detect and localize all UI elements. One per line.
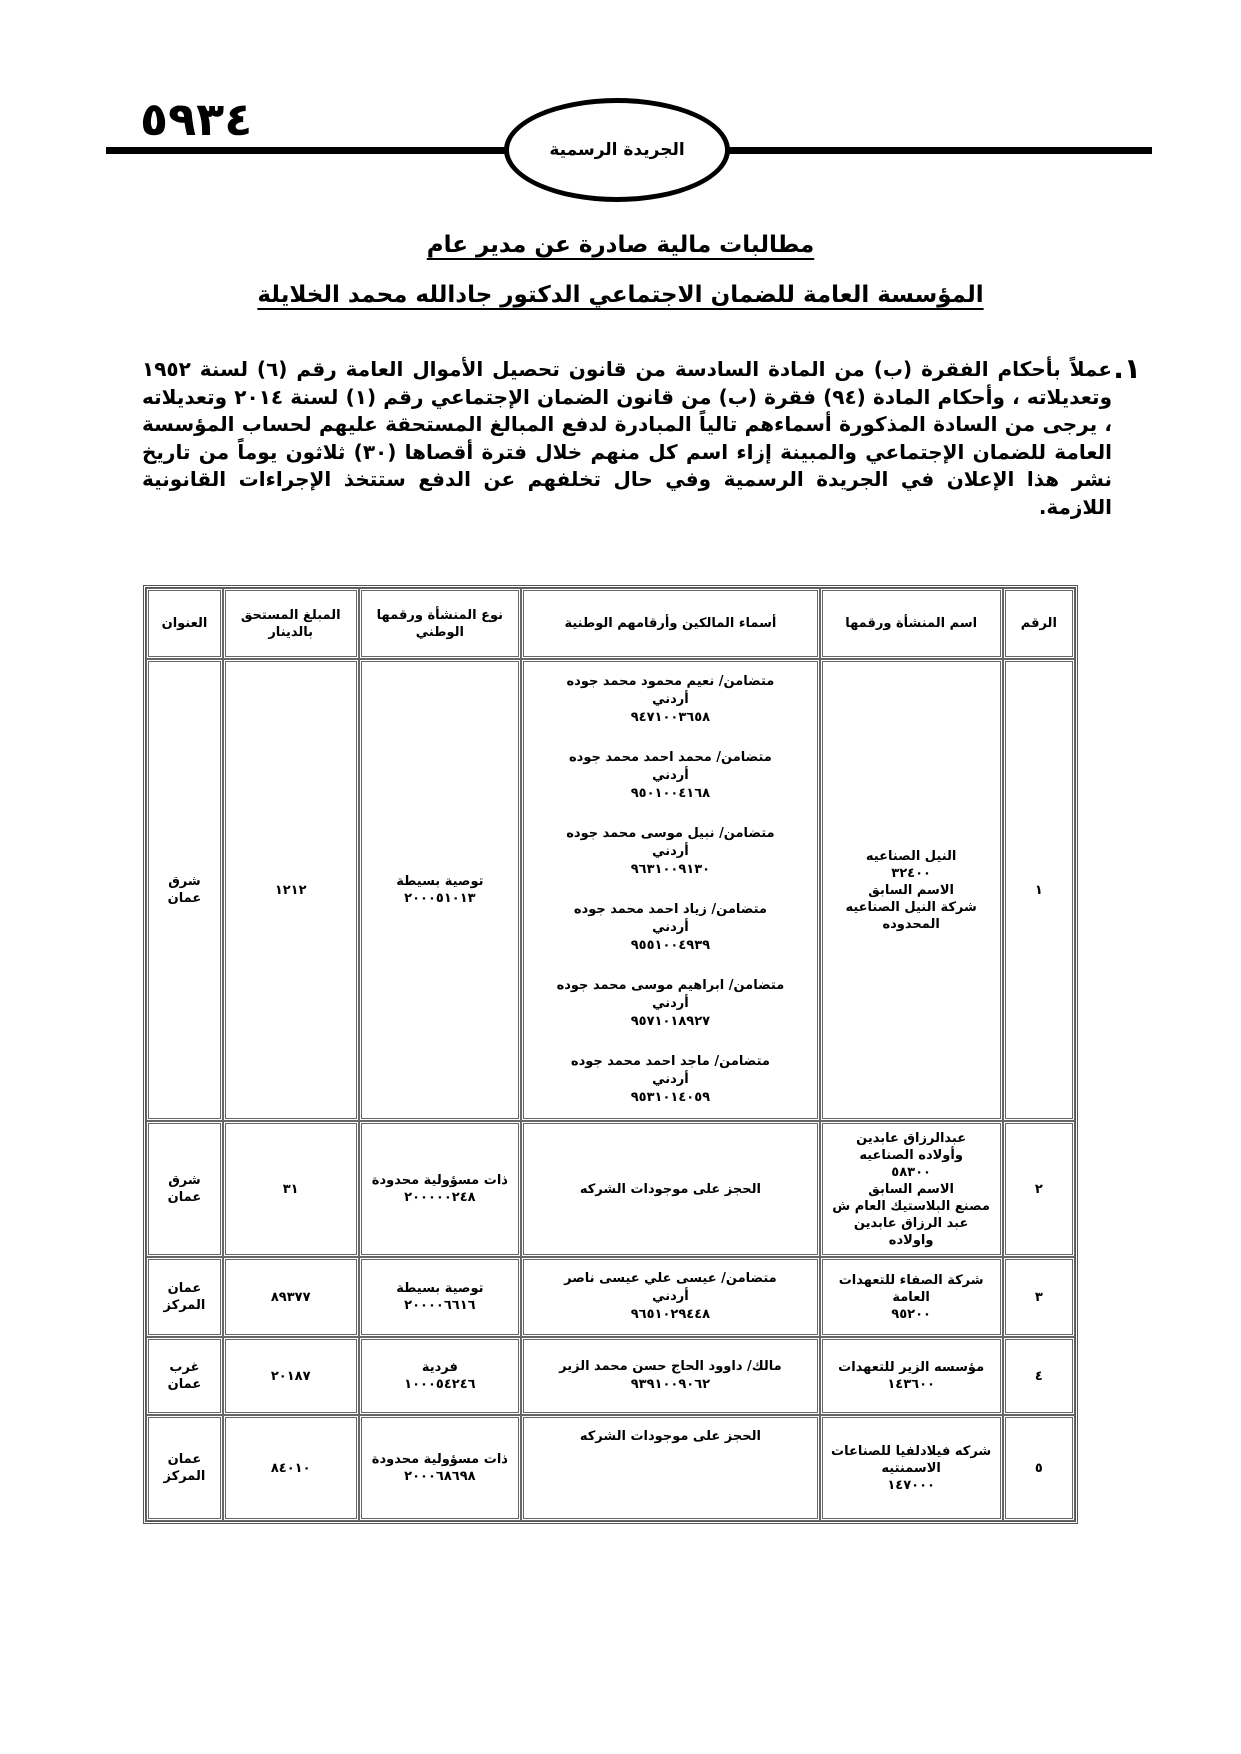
claims-table bbox=[143, 585, 1078, 1524]
header-amount: المبلغ المستحق بالدينار bbox=[223, 588, 359, 659]
cell-establishment-name bbox=[820, 1121, 1003, 1257]
owner-nationality: أردني bbox=[652, 996, 689, 1011]
cell-type bbox=[359, 1121, 522, 1257]
owner-name: متضامن/ ماجد احمد محمد جوده bbox=[570, 1054, 770, 1069]
table-row bbox=[146, 1337, 1075, 1415]
owner-nationality: أردني bbox=[652, 1072, 689, 1087]
owner-national-id: ٩٥٧١٠١٨٩٢٧ bbox=[630, 1014, 711, 1029]
owner-national-id: ٩٦٥١٠٢٩٤٤٨ bbox=[630, 1307, 711, 1322]
owner-name: متضامن/ عيسى علي عيسى ناصر bbox=[564, 1271, 777, 1286]
cell-address bbox=[146, 1257, 223, 1337]
owner-national-id: ٩٥٣١٠١٤٠٥٩ bbox=[630, 1090, 711, 1105]
owner-name: متضامن/ نعيم محمود محمد جوده bbox=[566, 674, 775, 689]
owner-entry bbox=[528, 1270, 812, 1324]
table-row bbox=[146, 1257, 1075, 1337]
owner-nationality: أردني bbox=[652, 692, 689, 707]
owner-name: متضامن/ نبيل موسى محمد جوده bbox=[566, 826, 775, 841]
establishment-line: الاسمنتيه bbox=[881, 1460, 941, 1476]
owner-entry bbox=[528, 673, 812, 727]
establishment-type: ذات مسؤولية محدودة bbox=[371, 1173, 508, 1188]
establishment-line: شركه فيلادلفيا للصناعات bbox=[831, 1443, 992, 1459]
cell-amount: ٢٠١٨٧ bbox=[223, 1337, 359, 1415]
owner-national-id: ٩٣٩١٠٠٩٠٦٢ bbox=[630, 1377, 711, 1392]
table-header-row bbox=[146, 588, 1075, 659]
cell-number: ٥ bbox=[1003, 1415, 1075, 1521]
owner-name: متضامن/ محمد احمد محمد جوده bbox=[568, 750, 772, 765]
establishment-line: وأولاده الصناعيه bbox=[859, 1147, 963, 1163]
cell-number: ٢ bbox=[1003, 1121, 1075, 1257]
establishment-line: عبد الرزاق عابدين bbox=[853, 1215, 969, 1231]
establishment-national-number: ٢٠٠٠٦٨٦٩٨ bbox=[404, 1469, 476, 1484]
establishment-national-number: ٢٠٠٠٠٦٦١٦ bbox=[404, 1298, 476, 1313]
cell-amount: ٨٩٣٧٧ bbox=[223, 1257, 359, 1337]
owner-entry bbox=[528, 1053, 812, 1107]
establishment-national-number: ٢٠٠٠٠٠٢٤٨ bbox=[404, 1190, 476, 1205]
establishment-line: مصنع البلاستيك العام ش bbox=[832, 1198, 990, 1214]
owners-note: الحجز على موجودات الشركه bbox=[579, 1181, 761, 1197]
cell-owners bbox=[521, 1415, 819, 1521]
cell-type bbox=[359, 1415, 522, 1521]
cell-amount: ٣١ bbox=[223, 1121, 359, 1257]
establishment-national-number: ٢٠٠٠٥١٠١٣ bbox=[404, 891, 476, 906]
establishment-line: عبدالرزاق عابدين bbox=[856, 1130, 967, 1146]
owner-entry bbox=[528, 977, 812, 1031]
address-line: المركز bbox=[163, 1298, 206, 1313]
establishment-line: ٩٥٢٠٠ bbox=[891, 1306, 931, 1322]
owner-nationality: أردني bbox=[652, 1289, 689, 1304]
header-owners: أسماء المالكين وأرقامهم الوطنية bbox=[521, 588, 819, 659]
establishment-line: العامة bbox=[892, 1289, 930, 1305]
cell-number: ١ bbox=[1003, 659, 1075, 1121]
owner-name: مالك/ داوود الحاج حسن محمد الزير bbox=[559, 1359, 782, 1374]
cell-owners bbox=[521, 1121, 819, 1257]
owner-national-id: ٩٥٥١٠٠٤٩٣٩ bbox=[630, 938, 711, 953]
establishment-line: المحدوده bbox=[882, 916, 940, 932]
table-row bbox=[146, 659, 1075, 1121]
establishment-line: مؤسسه الزير للتعهدات bbox=[838, 1360, 985, 1375]
cell-address bbox=[146, 1415, 223, 1521]
address-line: شرق bbox=[168, 1173, 201, 1188]
owner-nationality: أردني bbox=[652, 844, 689, 859]
establishment-line: ٥٨٣٠٠ bbox=[891, 1164, 931, 1180]
gazette-name: الجريدة الرسمية bbox=[549, 140, 685, 160]
owner-national-id: ٩٥٠١٠٠٤١٦٨ bbox=[630, 786, 711, 801]
table-row bbox=[146, 1415, 1075, 1521]
cell-owners bbox=[521, 659, 819, 1121]
establishment-line: واولاده bbox=[888, 1232, 934, 1248]
gazette-masthead-oval bbox=[504, 98, 730, 202]
notice-title: مطالبات مالية صادرة عن مدير عام bbox=[426, 232, 815, 258]
notice-paragraph: عملاً بأحكام الفقرة (ب) من المادة السادسة من قانون تحصيل الأموال العامة رقم (٦) لسنة ١٩٥٢ وتعديلاته ، وأحكام المادة (٩٤) فقرة (ب) من قانون الضمان الإجتماعي رقم (١) لسنة ٢٠١٤ وتعديلاته ، يرجى من السادة المذكورة أسماءهم تالياً المبادرة لدفع المبالغ المستحقة عليهم لحساب المؤسسة العامة للضمان الإجتماعي والمبينة إزاء اسم كل منهم خلال فترة أقصاها (٣٠) ثلاثون يوماً من تاريخ نشر هذا الإعلان في الجريدة الرسمية وفي حال تخلفهم عن الدفع ستتخذ الإجراءات القانونية اللازمة. bbox=[142, 357, 1113, 519]
address-line: عمان bbox=[167, 1281, 202, 1296]
cell-amount: ٨٤٠١٠ bbox=[223, 1415, 359, 1521]
address-line: غرب bbox=[169, 1360, 200, 1375]
owner-entry bbox=[528, 901, 812, 955]
establishment-line: شركة النيل الصناعيه bbox=[845, 899, 977, 915]
owners-note: الحجز على موجودات الشركه bbox=[579, 1429, 761, 1444]
notice-item-number: ١. bbox=[1113, 352, 1141, 385]
header-address: العنوان bbox=[146, 588, 223, 659]
cell-amount: ١٢١٢ bbox=[223, 659, 359, 1121]
address-line: المركز bbox=[163, 1469, 206, 1484]
table-row bbox=[146, 1121, 1075, 1257]
establishment-type: فردية bbox=[421, 1360, 458, 1375]
cell-address bbox=[146, 659, 223, 1121]
cell-type bbox=[359, 1337, 522, 1415]
owner-name: متضامن/ ابراهيم موسى محمد جوده bbox=[556, 978, 785, 993]
cell-type bbox=[359, 1257, 522, 1337]
establishment-type: ذات مسؤولية محدودة bbox=[371, 1452, 508, 1467]
owner-nationality: أردني bbox=[652, 768, 689, 783]
cell-number: ٤ bbox=[1003, 1337, 1075, 1415]
cell-establishment-name bbox=[820, 659, 1003, 1121]
header-type: نوع المنشأة ورقمها الوطني bbox=[359, 588, 522, 659]
address-line: عمان bbox=[167, 1452, 202, 1467]
establishment-line: ١٤٧٠٠٠ bbox=[887, 1477, 935, 1493]
owner-national-id: ٩٤٧١٠٠٣٦٥٨ bbox=[630, 710, 711, 725]
cell-address bbox=[146, 1121, 223, 1257]
cell-owners bbox=[521, 1257, 819, 1337]
establishment-line: الاسم السابق bbox=[868, 1181, 954, 1197]
header-number: الرقم bbox=[1003, 588, 1075, 659]
establishment-line: النيل الصناعيه bbox=[865, 848, 957, 864]
notice-subtitle: المؤسسة العامة للضمان الاجتماعي الدكتور جادالله محمد الخلايلة bbox=[257, 282, 984, 308]
establishment-line: ٣٢٤٠٠ bbox=[891, 865, 931, 881]
owner-entry bbox=[528, 825, 812, 879]
cell-type bbox=[359, 659, 522, 1121]
header-establishment-name: اسم المنشأة ورقمها bbox=[820, 588, 1003, 659]
cell-address bbox=[146, 1337, 223, 1415]
cell-owners bbox=[521, 1337, 819, 1415]
establishment-line: الاسم السابق bbox=[868, 882, 954, 898]
establishment-national-number: ١٠٠٠٥٤٢٤٦ bbox=[404, 1377, 476, 1392]
owner-national-id: ٩٦٣١٠٠٩١٣٠ bbox=[630, 862, 711, 877]
establishment-line: شركة الصفاء للتعهدات bbox=[838, 1272, 984, 1288]
cell-establishment-name bbox=[820, 1337, 1003, 1415]
cell-establishment-name bbox=[820, 1257, 1003, 1337]
establishment-type: توصية بسيطة bbox=[396, 874, 484, 889]
owner-name: متضامن/ زياد احمد محمد جوده bbox=[573, 902, 767, 917]
establishment-line: ١٤٣٦٠٠ bbox=[887, 1377, 935, 1392]
page-number: ٥٩٣٤ bbox=[140, 92, 253, 146]
address-line: عمان bbox=[167, 891, 202, 906]
address-line: شرق bbox=[168, 874, 201, 889]
cell-number: ٣ bbox=[1003, 1257, 1075, 1337]
owner-entry bbox=[528, 749, 812, 803]
owner-nationality: أردني bbox=[652, 920, 689, 935]
owner-entry bbox=[528, 1358, 812, 1394]
establishment-type: توصية بسيطة bbox=[396, 1281, 484, 1296]
address-line: عمان bbox=[167, 1190, 202, 1205]
cell-establishment-name bbox=[820, 1415, 1003, 1521]
address-line: عمان bbox=[167, 1377, 202, 1392]
